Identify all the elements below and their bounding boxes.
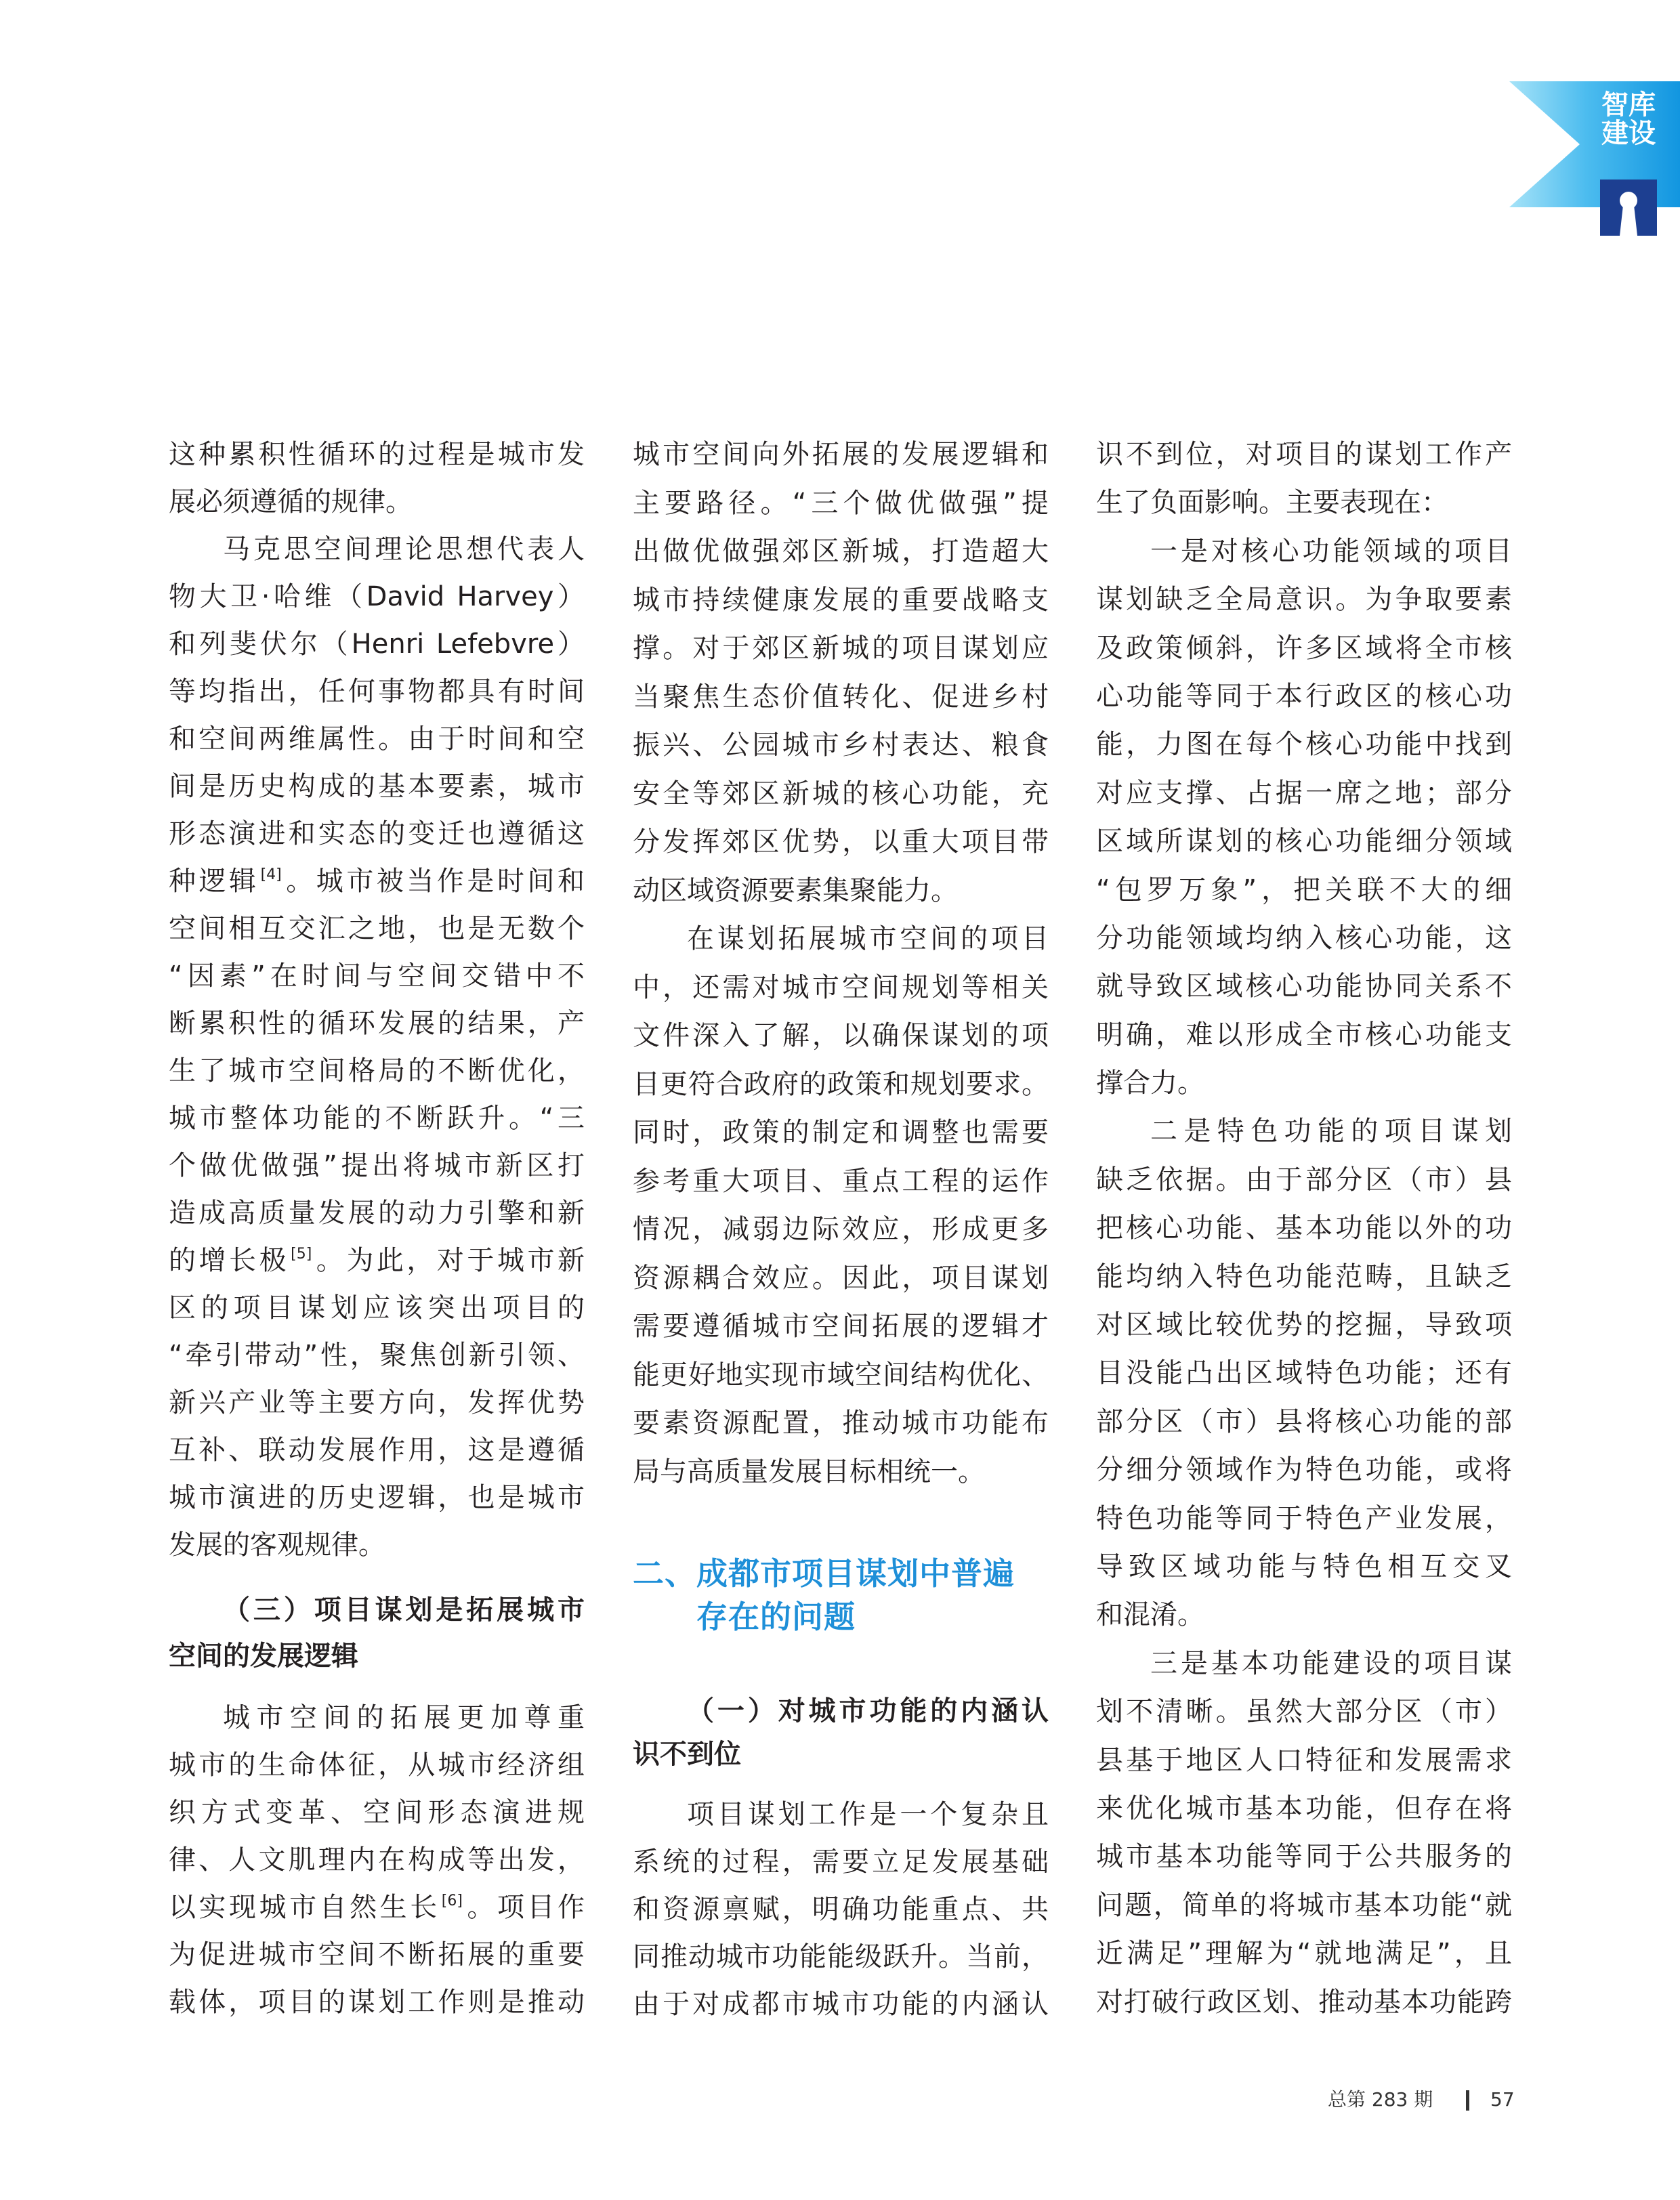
subsection-heading: （三）项目谋划是拓展城市 (223, 1594, 585, 1626)
text-line: 城市整体功能的不断跃升。“三 (169, 1103, 585, 1134)
text-line: 发展的客观规律。 (169, 1529, 385, 1561)
text-line: 能，力图在每个核心功能中找到 (1096, 729, 1512, 761)
text-line: 新兴产业等主要方向，发挥优势 (169, 1387, 585, 1418)
text-line: 撑。对于郊区新城的项目谋划应 (633, 633, 1049, 664)
text-line: 部分区（市）县将核心功能的部 (1096, 1405, 1512, 1437)
text-line: 分细分领域作为特色功能，或将 (1096, 1454, 1512, 1486)
text-line: 缺乏依据。由于部分区（市）县 (1096, 1164, 1512, 1196)
text-line: 文件深入了解，以确保谋划的项 (633, 1020, 1049, 1051)
text-line: 县基于地区人口特征和发展需求 (1096, 1744, 1512, 1776)
section-tag-line-2: 建设 (1601, 118, 1656, 149)
text-line: 同时，政策的制定和调整也需要 (633, 1117, 1049, 1148)
text-line: 导致区域功能与特色相互交叉 (1096, 1550, 1512, 1582)
text-line: 城市基本功能等同于公共服务的 (1096, 1841, 1512, 1873)
text-line: 和列斐伏尔（Henri Lefebvre） (169, 629, 585, 660)
text-column-2 (633, 431, 1049, 2028)
text-line: 明确，难以形成全市核心功能支 (1096, 1019, 1512, 1051)
text-column-3 (1096, 431, 1512, 2027)
text-line: 动区域资源要素集聚能力。 (633, 874, 958, 906)
text-line: 就导致区域核心功能协同关系不 (1096, 971, 1512, 1002)
text-line: 城市空间向外拓展的发展逻辑和 (633, 439, 1049, 470)
text-line: 把核心功能、基本功能以外的功 (1096, 1212, 1512, 1244)
text-line: 局与高质量发展目标相统一。 (633, 1456, 985, 1487)
text-line: 来优化城市基本功能，但存在将 (1096, 1792, 1512, 1824)
text-line: 城市的生命体征，从城市经济组 (169, 1750, 585, 1781)
text-line: 造成高质量发展的动力引擎和新 (169, 1198, 585, 1229)
text-line: 空间相互交汇之地，也是无数个 (169, 913, 585, 944)
text-line: 载体，项目的谋划工作则是推动 (169, 1987, 585, 2018)
section-tag-label (1599, 91, 1658, 148)
text-line: 目没能凸出区域特色功能；还有 (1096, 1357, 1512, 1389)
text-line: 个做优做强”提出将城市新区打 (169, 1150, 585, 1181)
footer-divider (1466, 2090, 1469, 2111)
text-line: 分发挥郊区优势，以重大项目带 (633, 826, 1049, 858)
text-line: 对区域比较优势的挖掘，导致项 (1096, 1309, 1512, 1341)
text-line: 律、人文肌理内在构成等出发， (169, 1844, 585, 1876)
text-line: 需要遵循城市空间拓展的逻辑才 (633, 1311, 1049, 1342)
text-line: 能更好地实现市域空间结构优化、 (633, 1359, 1049, 1391)
section-heading: 二、成都市项目谋划中普遍 (633, 1555, 1015, 1592)
text-line: 能均纳入特色功能范畴，且缺乏 (1096, 1261, 1512, 1292)
text-line: 对应支撑、占据一席之地；部分 (1096, 777, 1512, 809)
text-line: 断累积性的循环发展的结果，产 (169, 1008, 585, 1039)
page-footer (1328, 2086, 1531, 2113)
text-line: 心功能等同于本行政区的核心功 (1096, 680, 1512, 712)
text-span: 。为此，对于城市新 (313, 1245, 585, 1276)
text-line: 撑合力。 (1096, 1067, 1204, 1099)
text-column-1 (169, 431, 585, 2026)
text-line: 形态演进和实态的变迁也遵循这 (169, 818, 585, 849)
text-line: 由于对成都市城市功能的内涵认 (633, 1989, 1049, 2020)
text-line: 为促进城市空间不断拓展的重要 (169, 1939, 585, 1970)
text-line: 项目谋划工作是一个复杂且 (687, 1799, 1049, 1830)
text-line: 和资源禀赋，明确功能重点、共 (633, 1894, 1049, 1925)
text-line: “牵引带动”性，聚焦创新引领、 (169, 1340, 585, 1371)
text-line: 和混淆。 (1096, 1599, 1204, 1631)
text-line: 区的项目谋划应该突出项目的 (169, 1292, 585, 1324)
text-span: 的增长极 (169, 1245, 290, 1276)
text-line: 目更符合政府的政策和规划要求。 (633, 1068, 1049, 1100)
text-line (169, 1884, 585, 1931)
text-line: 安全等郊区新城的核心功能，充 (633, 778, 1049, 809)
text-span: 。城市被当作是时间和 (282, 866, 585, 897)
text-span: 以实现城市自然生长 (169, 1892, 440, 1923)
text-line: 谋划缺乏全局意识。为争取要素 (1096, 584, 1512, 616)
text-line: 系统的过程，需要立足发展基础 (633, 1846, 1049, 1878)
text-line: 特色功能等同于特色产业发展， (1096, 1502, 1512, 1534)
text-line: 对打破行政区划、推动基本功能跨 (1096, 1986, 1512, 2018)
text-line: 城市持续健康发展的重要战略支 (633, 584, 1049, 616)
section-tag-line-1: 智库 (1601, 89, 1656, 121)
text-line: 近满足”理解为“就地满足”，且 (1096, 1938, 1512, 1970)
citation-superscript: [4] (260, 866, 282, 883)
text-line: 这种累积性循环的过程是城市发 (169, 439, 585, 470)
text-line: 情况，减弱边际效应，形成更多 (633, 1214, 1049, 1245)
text-line: 城市演进的历史逻辑，也是城市 (169, 1482, 585, 1513)
text-line: 出做优做强郊区新城，打造超大 (633, 536, 1049, 567)
text-span: 。项目作 (463, 1892, 585, 1923)
text-line: 问题，简单的将城市基本功能“就 (1096, 1889, 1512, 1921)
text-line: 物大卫·哈维（David Harvey） (169, 581, 585, 612)
text-line: 三是基本功能建设的项目谋 (1150, 1647, 1512, 1679)
page-number: 57 (1490, 2088, 1515, 2111)
text-span: 种逻辑 (169, 866, 259, 897)
subsection-heading: 识不到位 (633, 1739, 741, 1770)
issue-number: 总第 283 期 (1328, 2088, 1433, 2111)
keyhole-icon (1600, 179, 1657, 236)
subsection-heading: 空间的发展逻辑 (169, 1641, 358, 1672)
subsection-heading: （一）对城市功能的内涵认 (687, 1695, 1049, 1727)
citation-superscript: [6] (441, 1892, 463, 1909)
text-line: 同推动城市功能能级跃升。当前， (633, 1941, 1049, 1972)
text-line: 生了城市空间格局的不断优化， (169, 1055, 585, 1086)
text-line: 间是历史构成的基本要素，城市 (169, 771, 585, 802)
text-line (169, 858, 585, 905)
text-line: 主要路径。“三个做优做强”提 (633, 487, 1049, 519)
text-line: 和空间两维属性。由于时间和空 (169, 723, 585, 755)
text-line: “因素”在时间与空间交错中不 (169, 960, 585, 992)
text-line: 当聚焦生态价值转化、促进乡村 (633, 681, 1049, 713)
text-line: 织方式变革、空间形态演进规 (169, 1797, 585, 1828)
text-line: 资源耦合效应。因此，项目谋划 (633, 1262, 1049, 1294)
text-line: 中，还需对城市空间规划等相关 (633, 971, 1049, 1003)
text-line: 一是对核心功能领域的项目 (1150, 535, 1512, 567)
text-line (169, 1237, 585, 1284)
text-line: 分功能领域均纳入核心功能，这 (1096, 922, 1512, 954)
text-line: “包罗万象”，把关联不大的细 (1096, 874, 1512, 906)
text-line: 生了负面影响。主要表现在： (1096, 487, 1448, 519)
text-line: 振兴、公园城市乡村表达、粮食 (633, 729, 1049, 761)
section-heading: 存在的问题 (696, 1599, 856, 1635)
text-line: 识不到位，对项目的谋划工作产 (1096, 439, 1512, 470)
text-line: 城市空间的拓展更加尊重 (223, 1702, 585, 1733)
text-line: 划不清晰。虽然大部分区（市） (1096, 1696, 1512, 1728)
text-line: 展必须遵循的规律。 (169, 486, 413, 517)
text-line: 参考重大项目、重点工程的运作 (633, 1165, 1049, 1197)
citation-superscript: [5] (291, 1246, 312, 1263)
text-line: 等均指出，任何事物都具有时间 (169, 676, 585, 707)
text-line: 要素资源配置，推动城市功能布 (633, 1408, 1049, 1439)
text-line: 在谋划拓展城市空间的项目 (687, 923, 1049, 954)
text-line: 二是特色功能的项目谋划 (1150, 1116, 1512, 1147)
text-line: 区域所谋划的核心功能细分领域 (1096, 826, 1512, 858)
text-line: 及政策倾斜，许多区域将全市核 (1096, 632, 1512, 664)
text-line: 互补、联动发展作用，这是遵循 (169, 1435, 585, 1466)
text-line: 马克思空间理论思想代表人 (223, 534, 585, 565)
